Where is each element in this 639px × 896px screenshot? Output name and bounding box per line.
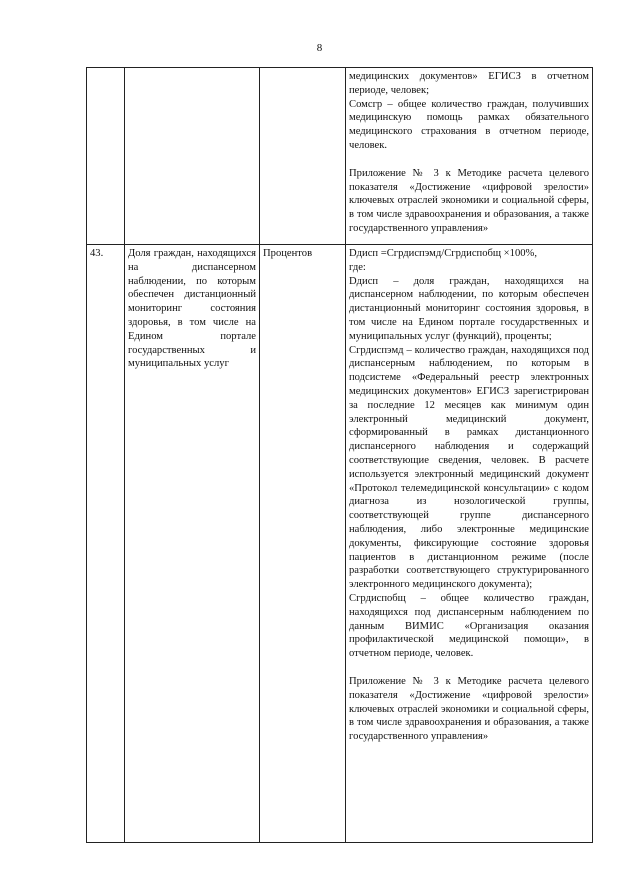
row-number: 43. <box>87 245 125 843</box>
method-paragraph: медицинских документов» ЕГИСЗ в отчетном периоде, человек; <box>349 71 589 96</box>
table-row-43 <box>87 245 593 843</box>
indicator-table <box>86 67 593 843</box>
continuation-row <box>87 68 593 245</box>
appendix-note: Приложение № 3 к Методике расчета целевого показателя «Достижение «цифровой зрелости» ключевых отраслей экономики и социальной сферы, в том числе здравоохранения и образования, а также государственного управления» <box>349 167 589 234</box>
where-label: где: <box>349 261 366 273</box>
formula: Dдисп =Cгрдиспэмд/Cгрдиспобщ ×100%, <box>349 248 538 259</box>
method-cell <box>346 68 593 245</box>
page-number: 8 <box>316 42 323 54</box>
empty-cell <box>87 68 125 245</box>
method-paragraph: Dдисп – доля граждан, находящихся на диспансерном наблюдении, по которым обеспечен дистанционный мониторинг состояния здоровья, в том числе на Едином портале государственных и муниципальных услуг (функций), проценты; <box>349 275 589 342</box>
indicator-name: Доля граждан, находящихся на диспансерном наблюдении, по которым обеспечен дистанционный мониторинг состояния здоровья, в том числе на Едином портале государственных и муниципальных услуг <box>125 245 260 843</box>
method-paragraph: Cгрдиспобщ – общее количество граждан, находящихся под диспансерным наблюдением по данным ВИМИС «Организация оказания профилактической медицинской помощи», в отчетном периоде, человек. <box>349 592 589 660</box>
method-cell <box>346 245 593 843</box>
method-paragraph: Cомсгр – общее количество граждан, получивших медицинскую помощь рамках обязательного медицинского страхования в отчетном периоде, человек. <box>349 98 589 151</box>
appendix-note: Приложение № 3 к Методике расчета целевого показателя «Достижение «цифровой зрелости» ключевых отраслей экономики и социальной сферы, в том числе здравоохранения и образования, а также государственного управления» <box>349 675 589 743</box>
unit-of-measure: Процентов <box>260 245 346 843</box>
empty-cell <box>125 68 260 245</box>
empty-cell <box>260 68 346 245</box>
method-paragraph: Cгрдиспэмд – количество граждан, находящихся под диспансерным наблюдением, по которым в подсистеме «Федеральный реестр электронных медицинских документов» ЕГИСЗ зарегистрирован за последние 12 месяцев как минимум один электронный медицинский документ, сформированный в рамках дистанционного диспансерного наблюдения и содержащий соответствующие сведения, человек. В расчете используется электронный медицинский документ «Протокол телемедицинской консультации» с кодом диагноза из нозологической группы, соответствующей группе диспансерного наблюдения, либо электронные медицинские документы, фиксирующие состояние здоровья пациентов в дистанционном режиме (после разработки соответствующего структурированного электронного медицинского документа); <box>349 344 589 591</box>
